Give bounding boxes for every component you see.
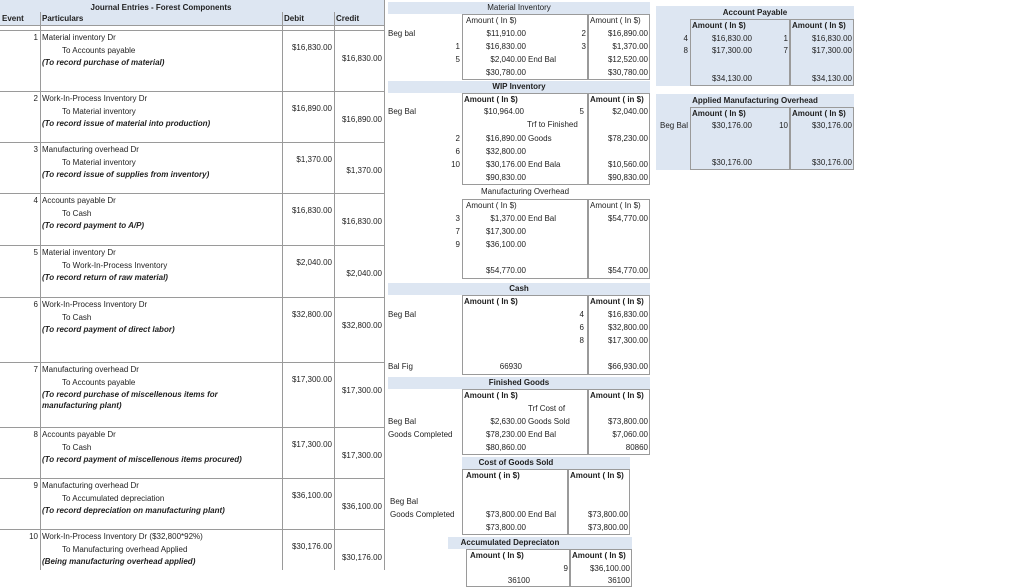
ap-cr-head: Amount ( In $) bbox=[792, 21, 846, 30]
ap-cr-amt-0: $16,830.00 bbox=[811, 34, 852, 43]
moh-cr-total: $54,770.00 bbox=[607, 266, 648, 275]
cash-cr-total: $66,930.00 bbox=[607, 362, 648, 371]
journal-title: Journal Entries - Forest Components bbox=[90, 3, 232, 12]
fg-trf-label-1: Trf Cost of bbox=[528, 404, 566, 413]
cash-cr-head: Amount ( In $) bbox=[590, 297, 644, 306]
entry-credit-amount: $1,370.00 bbox=[346, 166, 382, 175]
cash-fig-label: Bal Fig bbox=[388, 362, 413, 371]
entry-debit-account: Material inventory Dr bbox=[42, 248, 116, 257]
cash-cr-ref-1: 6 bbox=[579, 323, 584, 332]
mi-beg-label: Beg bal bbox=[388, 29, 416, 38]
entry-credit-amount: $32,800.00 bbox=[341, 321, 382, 330]
entry-debit-amount: $16,830.00 bbox=[291, 206, 332, 215]
ap-dr-amt-1: $17,300.00 bbox=[711, 46, 752, 55]
cash-cr-amt-1: $32,800.00 bbox=[607, 323, 648, 332]
entry-debit-account: Work-In-Process Inventory Dr bbox=[42, 94, 148, 103]
entry-number: 3 bbox=[33, 145, 38, 154]
entry-narration: (To record return of raw material) bbox=[42, 273, 168, 282]
cogs-end-label: End Bal bbox=[528, 510, 557, 519]
amoh-title: Applied Manufacturing Overhead bbox=[692, 96, 818, 105]
cash-cr-ref-0: 4 bbox=[579, 310, 584, 319]
mi-cr-amt-1: $1,370.00 bbox=[612, 42, 648, 51]
entry-narration: (To record payment of direct labor) bbox=[42, 325, 175, 334]
entry-credit-amount: $16,890.00 bbox=[341, 115, 382, 124]
wip-end-amt: $10,560.00 bbox=[607, 160, 648, 169]
entry-debit-amount: $2,040.00 bbox=[296, 258, 332, 267]
amoh-cr-total: $30,176.00 bbox=[811, 158, 852, 167]
entry-narration: (To record issue of supplies from inventory) bbox=[42, 170, 210, 179]
entry-credit-account: To Accounts payable bbox=[62, 378, 136, 387]
material-inventory-title: Material Inventory bbox=[487, 3, 551, 12]
cash-cr-amt-0: $16,830.00 bbox=[607, 310, 648, 319]
fg-gc-amt: $78,230.00 bbox=[485, 430, 526, 439]
ap-dr-ref-1: 8 bbox=[683, 46, 688, 55]
cogs-cr-head: Amount ( In $) bbox=[570, 471, 624, 480]
entry-credit-account: To Cash bbox=[62, 313, 92, 322]
mi-cr-ref-1: 3 bbox=[581, 42, 586, 51]
wip-cr-head: Amount ( in $) bbox=[590, 95, 644, 104]
entry-credit-account: To Cash bbox=[62, 443, 92, 452]
entry-debit-account: Work-In-Process Inventory Dr ($32,800*92%) bbox=[42, 532, 203, 541]
wip-dr-amt-1: $32,800.00 bbox=[485, 147, 526, 156]
wip-dr-head: Amount ( In $) bbox=[464, 95, 518, 104]
wip-dr-ref-1: 6 bbox=[455, 147, 460, 156]
entry-credit-amount: $36,100.00 bbox=[341, 502, 382, 511]
ad-cr-total: 36100 bbox=[607, 576, 630, 585]
mi-dr-amt-0: $11,910.00 bbox=[486, 29, 526, 38]
particulars-header: Particulars bbox=[42, 14, 84, 23]
entry-narration: (To record purchase of material) bbox=[42, 58, 165, 67]
mi-dr-total: $30,780.00 bbox=[485, 68, 526, 77]
ad-cr-head: Amount ( In $) bbox=[572, 551, 626, 560]
mi-end-label: End Bal bbox=[528, 55, 557, 64]
fg-dr-head: Amount ( In $) bbox=[464, 391, 518, 400]
ap-cr-amt-1: $17,300.00 bbox=[811, 46, 852, 55]
entry-credit-amount: $17,300.00 bbox=[341, 451, 382, 460]
cogs-gc-amt: $73,800.00 bbox=[485, 510, 526, 519]
cash-cr-ref-2: 8 bbox=[579, 336, 584, 345]
mi-cr-amt-2: $12,520.00 bbox=[607, 55, 648, 64]
moh-dr-ref-0: 3 bbox=[455, 214, 460, 223]
cogs-dr-head: Amount ( in $) bbox=[466, 471, 520, 480]
mi-cr-amt-0: $16,890.00 bbox=[607, 29, 648, 38]
entry-narration: (To record purchase of miscellenous items for bbox=[42, 390, 218, 399]
moh-dr-total: $54,770.00 bbox=[485, 266, 526, 275]
ap-dr-amt-0: $16,830.00 bbox=[711, 34, 752, 43]
fg-cr1-amt: $73,800.00 bbox=[607, 417, 648, 426]
moh-dr-ref-2: 9 bbox=[455, 240, 460, 249]
moh-dr-ref-1: 7 bbox=[455, 227, 460, 236]
fg-trf-label-2: Goods Sold bbox=[528, 417, 570, 426]
entry-number: 7 bbox=[33, 365, 38, 374]
cash-cr-amt-2: $17,300.00 bbox=[607, 336, 648, 345]
entry-number: 1 bbox=[33, 33, 38, 42]
entry-number: 8 bbox=[33, 430, 38, 439]
entry-credit-account: To Accumulated depreciation bbox=[62, 494, 165, 503]
ad-cr-ref: 9 bbox=[563, 564, 568, 573]
ap-dr-head: Amount ( In $) bbox=[692, 21, 746, 30]
cogs-cr-total: $73,800.00 bbox=[587, 523, 628, 532]
entry-narration: (To record issue of material into production) bbox=[42, 119, 211, 128]
wip-cr-total: $90,830.00 bbox=[607, 173, 648, 182]
entry-credit-amount: $16,830.00 bbox=[341, 217, 382, 226]
entry-debit-amount: $32,800.00 bbox=[291, 310, 332, 319]
wip-cr1-amt: $2,040.00 bbox=[612, 107, 648, 116]
amoh-dr-head: Amount ( In $) bbox=[692, 109, 746, 118]
fg-cr-total: 80860 bbox=[625, 443, 648, 452]
entry-debit-amount: $17,300.00 bbox=[291, 440, 332, 449]
mi-cr-total: $30,780.00 bbox=[607, 68, 648, 77]
entry-debit-account: Work-In-Process Inventory Dr bbox=[42, 300, 148, 309]
entry-number: 5 bbox=[33, 248, 38, 257]
wip-title: WIP Inventory bbox=[492, 82, 546, 91]
entry-debit-account: Manufacturing overhead Dr bbox=[42, 481, 139, 490]
fg-end-amt: $7,060.00 bbox=[612, 430, 648, 439]
mi-cr-head: Amount ( In $) bbox=[590, 16, 641, 25]
entry-credit-account: To Accounts payable bbox=[62, 46, 136, 55]
fg-gc-label: Goods Completed bbox=[388, 430, 453, 439]
entry-debit-amount: $17,300.00 bbox=[291, 375, 332, 384]
entry-number: 9 bbox=[33, 481, 38, 490]
amoh-cr-head: Amount ( In $) bbox=[792, 109, 846, 118]
wip-dr-ref-2: 10 bbox=[451, 160, 460, 169]
wip-dr-amt-0: $16,890.00 bbox=[485, 134, 526, 143]
cash-dr-head: Amount ( In $) bbox=[464, 297, 518, 306]
wip-beg-amt: $10,964.00 bbox=[483, 107, 524, 116]
ad-dr-total: 36100 bbox=[507, 576, 530, 585]
amoh-cr-ref: 10 bbox=[779, 121, 788, 130]
mi-dr-amt-2: $2,040.00 bbox=[490, 55, 526, 64]
entry-credit-account: To Work-In-Process Inventory bbox=[62, 261, 168, 270]
amoh-cr-amt: $30,176.00 bbox=[811, 121, 852, 130]
cogs-beg-label: Beg Bal bbox=[390, 497, 419, 506]
entry-narration: (To record payment to A/P) bbox=[42, 221, 145, 230]
ap-title: Account Payable bbox=[722, 8, 788, 17]
wip-dr-amt-2: $30,176.00 bbox=[485, 160, 526, 169]
moh-end-label: End Bal bbox=[528, 214, 557, 223]
ad-dr-head: Amount ( In $) bbox=[470, 551, 524, 560]
wip-end-label: End Bala bbox=[528, 160, 561, 169]
entry-narration: (Being manufacturing overhead applied) bbox=[42, 557, 196, 566]
credit-header: Credit bbox=[336, 14, 360, 23]
entry-debit-amount: $16,890.00 bbox=[291, 104, 332, 113]
fg-dr-total: $80,860.00 bbox=[485, 443, 526, 452]
debit-header: Debit bbox=[284, 14, 304, 23]
entry-credit-amount: $30,176.00 bbox=[341, 553, 382, 562]
entry-narration: (To record payment of miscellenous items procured) bbox=[42, 455, 242, 464]
moh-title: Manufacturing Overhead bbox=[480, 187, 570, 196]
entry-credit-account: To Cash bbox=[62, 209, 92, 218]
entry-number: 10 bbox=[29, 532, 38, 541]
amoh-dr-amt: $30,176.00 bbox=[711, 121, 752, 130]
moh-dr-amt-1: $17,300.00 bbox=[485, 227, 526, 236]
entry-credit-amount: $17,300.00 bbox=[341, 386, 382, 395]
entry-debit-account: Accounts payable Dr bbox=[42, 196, 116, 205]
ap-dr-total: $34,130.00 bbox=[711, 74, 752, 83]
moh-cr-head: Amount ( In $) bbox=[590, 201, 641, 210]
entry-credit-account: To Manufacturing overhead Applied bbox=[62, 545, 188, 554]
entry-narration: (To record depreciation on manufacturing plant) bbox=[42, 506, 225, 515]
entry-debit-amount: $1,370.00 bbox=[296, 155, 332, 164]
mi-dr-head: Amount ( In $) bbox=[466, 16, 517, 25]
entry-debit-amount: $36,100.00 bbox=[291, 491, 332, 500]
moh-dr-head: Amount ( In $) bbox=[466, 201, 517, 210]
cogs-end-amt: $73,800.00 bbox=[587, 510, 628, 519]
ap-dr-ref-0: 4 bbox=[683, 34, 688, 43]
cogs-title: Cost of Goods Sold bbox=[478, 458, 554, 467]
cash-beg-label: Beg Bal bbox=[388, 310, 417, 319]
entry-number: 6 bbox=[33, 300, 38, 309]
fg-title: Finished Goods bbox=[488, 378, 550, 387]
entry-credit-amount: $2,040.00 bbox=[346, 269, 382, 278]
entry-debit-account: Accounts payable Dr bbox=[42, 430, 116, 439]
cogs-dr-total: $73,800.00 bbox=[485, 523, 526, 532]
entry-debit-account: Material inventory Dr bbox=[42, 33, 116, 42]
amoh-beg-label: Beg Bal bbox=[660, 121, 689, 130]
ad-title: Accumulated Depreciaton bbox=[460, 538, 560, 547]
wip-dr-ref-0: 2 bbox=[455, 134, 460, 143]
wip-dr-total: $90,830.00 bbox=[485, 173, 526, 182]
cogs-gc-label: Goods Completed bbox=[390, 510, 455, 519]
mi-cr-ref-0: 2 bbox=[581, 29, 586, 38]
wip-goods-label: Goods bbox=[528, 134, 552, 143]
moh-dr-amt-2: $36,100.00 bbox=[485, 240, 526, 249]
wip-beg-label: Beg Bal bbox=[388, 107, 417, 116]
mi-dr-amt-1: $16,830.00 bbox=[485, 42, 526, 51]
fg-beg-amt: $2,630.00 bbox=[490, 417, 526, 426]
wip-cr1-ref: 5 bbox=[579, 107, 584, 116]
moh-end-amt: $54,770.00 bbox=[607, 214, 648, 223]
amoh-dr-total: $30,176.00 bbox=[711, 158, 752, 167]
wip-goods-amt: $78,230.00 bbox=[607, 134, 648, 143]
entry-number: 2 bbox=[33, 94, 38, 103]
entry-credit-amount: $16,830.00 bbox=[341, 54, 382, 63]
cash-title: Cash bbox=[509, 284, 529, 293]
ap-cr-ref-0: 1 bbox=[783, 34, 788, 43]
entry-credit-account: To Material inventory bbox=[62, 107, 136, 116]
event-header: Event bbox=[2, 14, 24, 23]
fg-end-label: End Bal bbox=[528, 430, 557, 439]
wip-trf-label: Trf to Finished bbox=[527, 120, 578, 129]
entry-debit-account: Manufacturing overhead Dr bbox=[42, 145, 139, 154]
moh-dr-amt-0: $1,370.00 bbox=[490, 214, 526, 223]
ap-cr-ref-1: 7 bbox=[783, 46, 788, 55]
entry-narration-cont: manufacturing plant) bbox=[42, 401, 122, 410]
entry-credit-account: To Material inventory bbox=[62, 158, 136, 167]
entry-debit-amount: $30,176.00 bbox=[291, 542, 332, 551]
ap-cr-total: $34,130.00 bbox=[811, 74, 852, 83]
mi-dr-ref-1: 1 bbox=[455, 42, 460, 51]
fg-cr-head: Amount ( In $) bbox=[590, 391, 644, 400]
entry-number: 4 bbox=[33, 196, 38, 205]
mi-dr-ref-2: 5 bbox=[455, 55, 460, 64]
entry-debit-account: Manufacturing overhead Dr bbox=[42, 365, 139, 374]
entry-debit-amount: $16,830.00 bbox=[291, 43, 332, 52]
ad-cr-amt: $36,100.00 bbox=[589, 564, 630, 573]
cash-fig-amt: 66930 bbox=[499, 362, 522, 371]
fg-beg-label: Beg Bal bbox=[388, 417, 417, 426]
